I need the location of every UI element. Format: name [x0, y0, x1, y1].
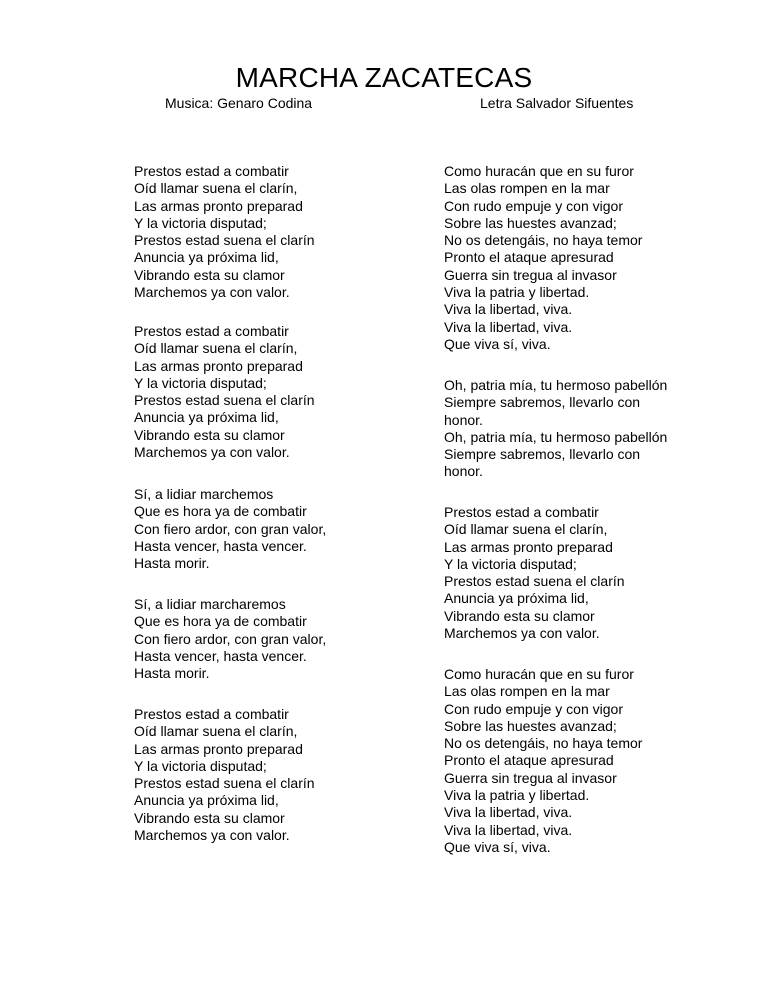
lyric-line: Prestos estad a combatir [134, 706, 289, 722]
lyric-line: Oh, patria mía, tu hermoso pabellón [444, 377, 668, 393]
lyric-line: Las armas pronto preparad [134, 357, 303, 374]
lyric-line: Viva la libertad, viva. [444, 804, 573, 821]
lyric-line: Siempre sabremos, llevarlo con [444, 394, 641, 411]
lyric-line: Con fiero ardor, con gran valor, [134, 630, 327, 647]
lyric-line: Oíd llamar suena el clarín, [134, 340, 298, 357]
lyric-line: Con rudo empuje y con vigor [444, 197, 623, 214]
lyric-line: Vibrando esta su clamor [444, 607, 595, 624]
lyric-line: Oh, patria mía, tu hermoso pabellón [444, 428, 668, 445]
stanza-left-1 [134, 163, 434, 301]
stanza-right-2 [444, 377, 744, 481]
lyric-line: Que es hora ya de combatir [134, 613, 307, 630]
lyric-line: Anuncia ya próxima lid, [134, 409, 279, 426]
lyric-line: Prestos estad suena el clarín [444, 573, 625, 590]
lyric-line: Hasta vencer, hasta vencer. [134, 537, 307, 554]
lyric-line: Las olas rompen en la mar [444, 683, 610, 700]
lyric-line: Guerra sin tregua al invasor [444, 266, 617, 283]
lyric-line: Pronto el ataque apresurad [444, 249, 614, 266]
lyric-line: Las olas rompen en la mar [444, 180, 610, 197]
stanza-right-1 [444, 163, 744, 353]
lyric-line: honor. [444, 411, 483, 428]
lyric-line: Oíd llamar suena el clarín, [134, 723, 298, 740]
lyric-line: Hasta vencer, hasta vencer. [134, 647, 307, 664]
lyrics-credit: Letra Salvador Sifuentes [480, 95, 634, 111]
lyric-line: Las armas pronto preparad [134, 197, 303, 214]
lyric-line: Marchemos ya con valor. [444, 625, 600, 642]
lyric-line: No os detengáis, no haya temor [444, 735, 643, 752]
lyric-line: Marchemos ya con valor. [134, 827, 290, 844]
lyric-line: Con fiero ardor, con gran valor, [134, 520, 327, 537]
lyric-line: Viva la libertad, viva. [444, 821, 573, 838]
lyric-line: Y la victoria disputad; [134, 214, 267, 231]
lyric-line: Guerra sin tregua al invasor [444, 769, 617, 786]
lyric-line: Hasta morir. [134, 555, 210, 572]
stanza-left-2 [134, 323, 434, 461]
stanza-left-5 [134, 706, 434, 844]
lyric-line: Viva la libertad, viva. [444, 318, 573, 335]
lyric-line: Hasta morir. [134, 665, 210, 682]
lyric-line: Y la victoria disputad; [134, 757, 267, 774]
lyric-line: Las armas pronto preparad [134, 740, 303, 757]
lyric-line: Prestos estad suena el clarín [134, 775, 315, 792]
lyric-line: Siempre sabremos, llevarlo con [444, 446, 641, 463]
lyric-line: Las armas pronto preparad [444, 538, 613, 555]
lyric-line: Sí, a lidiar marcharemos [134, 596, 286, 612]
lyric-line: Sobre las huestes avanzad; [444, 214, 617, 231]
lyric-line: Que es hora ya de combatir [134, 503, 307, 520]
lyric-line: Como huracán que en su furor [444, 163, 634, 179]
lyric-line: Vibrando esta su clamor [134, 426, 285, 443]
lyric-line: Y la victoria disputad; [444, 555, 577, 572]
lyric-line: Prestos estad a combatir [134, 323, 289, 339]
stanza-right-3 [444, 504, 744, 642]
lyric-line: Y la victoria disputad; [134, 374, 267, 391]
lyric-line: Prestos estad suena el clarín [134, 232, 315, 249]
lyric-line: Prestos estad a combatir [444, 504, 599, 520]
stanza-right-4 [444, 666, 744, 856]
lyric-line: Que viva sí, viva. [444, 335, 551, 352]
lyric-line: Oíd llamar suena el clarín, [444, 521, 608, 538]
lyric-line: Viva la patria y libertad. [444, 787, 590, 804]
document-title: MARCHA ZACATECAS [235, 62, 533, 93]
music-credit: Musica: Genaro Codina [165, 95, 313, 111]
lyric-line: Prestos estad suena el clarín [134, 392, 315, 409]
lyric-line: Como huracán que en su furor [444, 666, 634, 682]
lyric-line: Con rudo empuje y con vigor [444, 700, 623, 717]
lyric-line: Vibrando esta su clamor [134, 266, 285, 283]
lyric-line: honor. [444, 463, 483, 480]
lyric-line: Sí, a lidiar marchemos [134, 486, 274, 502]
lyric-line: Que viva sí, viva. [444, 838, 551, 855]
lyric-line: Pronto el ataque apresurad [444, 752, 614, 769]
lyric-line: Anuncia ya próxima lid, [134, 792, 279, 809]
lyric-line: Marchemos ya con valor. [134, 444, 290, 461]
stanza-left-4 [134, 596, 434, 682]
lyric-line: Sobre las huestes avanzad; [444, 717, 617, 734]
stanza-left-3 [134, 486, 434, 572]
lyric-line: Viva la libertad, viva. [444, 301, 573, 318]
lyric-line: Oíd llamar suena el clarín, [134, 180, 298, 197]
lyric-line: Anuncia ya próxima lid, [134, 249, 279, 266]
lyric-line: Prestos estad a combatir [134, 163, 289, 179]
lyric-line: Viva la patria y libertad. [444, 284, 590, 301]
lyric-line: Marchemos ya con valor. [134, 284, 290, 301]
lyric-line: No os detengáis, no haya temor [444, 232, 643, 249]
lyric-line: Vibrando esta su clamor [134, 809, 285, 826]
lyric-line: Anuncia ya próxima lid, [444, 590, 589, 607]
